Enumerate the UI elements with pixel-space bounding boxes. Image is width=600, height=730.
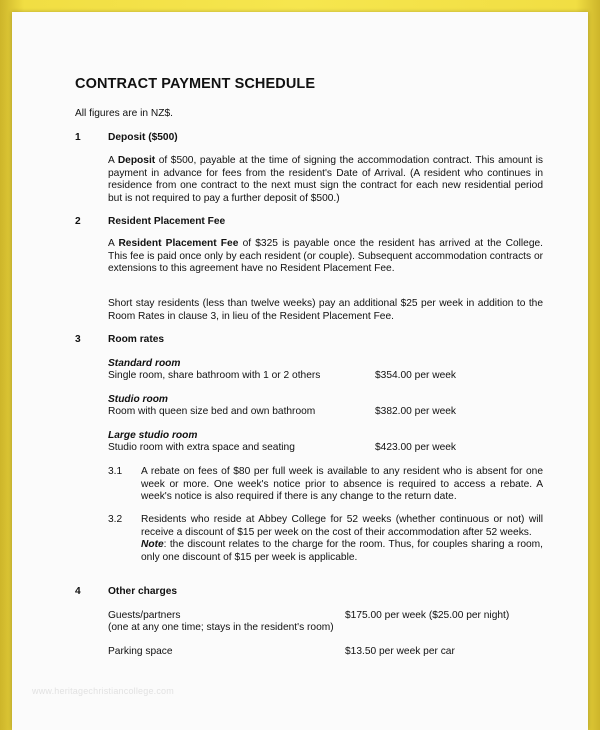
section-2-paragraph-1: A Resident Placement Fee of $325 is payable once the resident has arrived at the College. This fee is paid once only by each resident (or couple). Subsequent accommodation contracts or extensions to this agreement have no Resident Placement Fee. — [108, 238, 544, 275]
watermark: www.heritagechristiancollege.com — [32, 686, 174, 696]
room-description: Room with queen size bed and own bathroom — [108, 406, 316, 417]
guests-note: (one at any one time; stays in the resident's room) — [108, 622, 334, 633]
section-1-heading: Deposit ($500) — [108, 132, 178, 143]
clause-3-1-number: 3.1 — [108, 466, 123, 477]
section-1-number: 1 — [75, 132, 81, 143]
room-name: Studio room — [108, 394, 168, 405]
clause-3-2-text: Residents who reside at Abbey College for 52 weeks (whether continuous or not) will receive a discount of $15 per week on the cost of their accommodation after 52 weeks. Note: the discount relates to the charge for the room. Thus, for couples sharing a room, only one discount of $15 per week is applicable. — [141, 514, 543, 563]
room-description: Single room, share bathroom with 1 or 2 others — [108, 370, 321, 381]
guests-price: $175.00 per week ($25.00 per night) — [345, 610, 510, 621]
room-description: Studio room with extra space and seating — [108, 442, 295, 453]
clause-3-1-text: A rebate on fees of $80 per full week is available to any resident who is absent for one week or more. One week's notice prior to absence is required to access a rebate. A week's notice is also required if there is any change to the return date. — [141, 466, 543, 503]
section-4-heading: Other charges — [108, 586, 178, 597]
room-name: Standard room — [108, 358, 181, 369]
room-price: $423.00 per week — [375, 442, 456, 453]
section-3-number: 3 — [75, 334, 81, 345]
room-name: Large studio room — [108, 430, 198, 441]
clause-3-2-number: 3.2 — [108, 514, 123, 525]
section-4-number: 4 — [75, 586, 81, 597]
parking-label: Parking space — [108, 646, 173, 657]
room-price: $354.00 per week — [375, 370, 456, 381]
document-page — [12, 12, 588, 730]
room-price: $382.00 per week — [375, 406, 456, 417]
intro-text: All figures are in NZ$. — [75, 108, 173, 119]
section-2-number: 2 — [75, 216, 81, 227]
section-1-paragraph: A Deposit of $500, payable at the time of signing the accommodation contract. This amount is payment in advance for fees from the resident's Date of Arrival. (A resident who continues in residence from one contract to the next must sign the contract for each new residential period but is not required to pay a further deposit of $500.) — [108, 155, 543, 204]
section-2-paragraph-2: Short stay residents (less than twelve weeks) pay an additional $25 per week in addition to the Room Rates in clause 3, in lieu of the Resident Placement Fee. — [108, 298, 543, 322]
section-2-heading: Resident Placement Fee — [108, 216, 226, 227]
section-3-heading: Room rates — [108, 334, 165, 345]
document-title: CONTRACT PAYMENT SCHEDULE — [75, 76, 316, 92]
guests-label: Guests/partners — [108, 610, 181, 621]
parking-price: $13.50 per week per car — [345, 646, 455, 657]
